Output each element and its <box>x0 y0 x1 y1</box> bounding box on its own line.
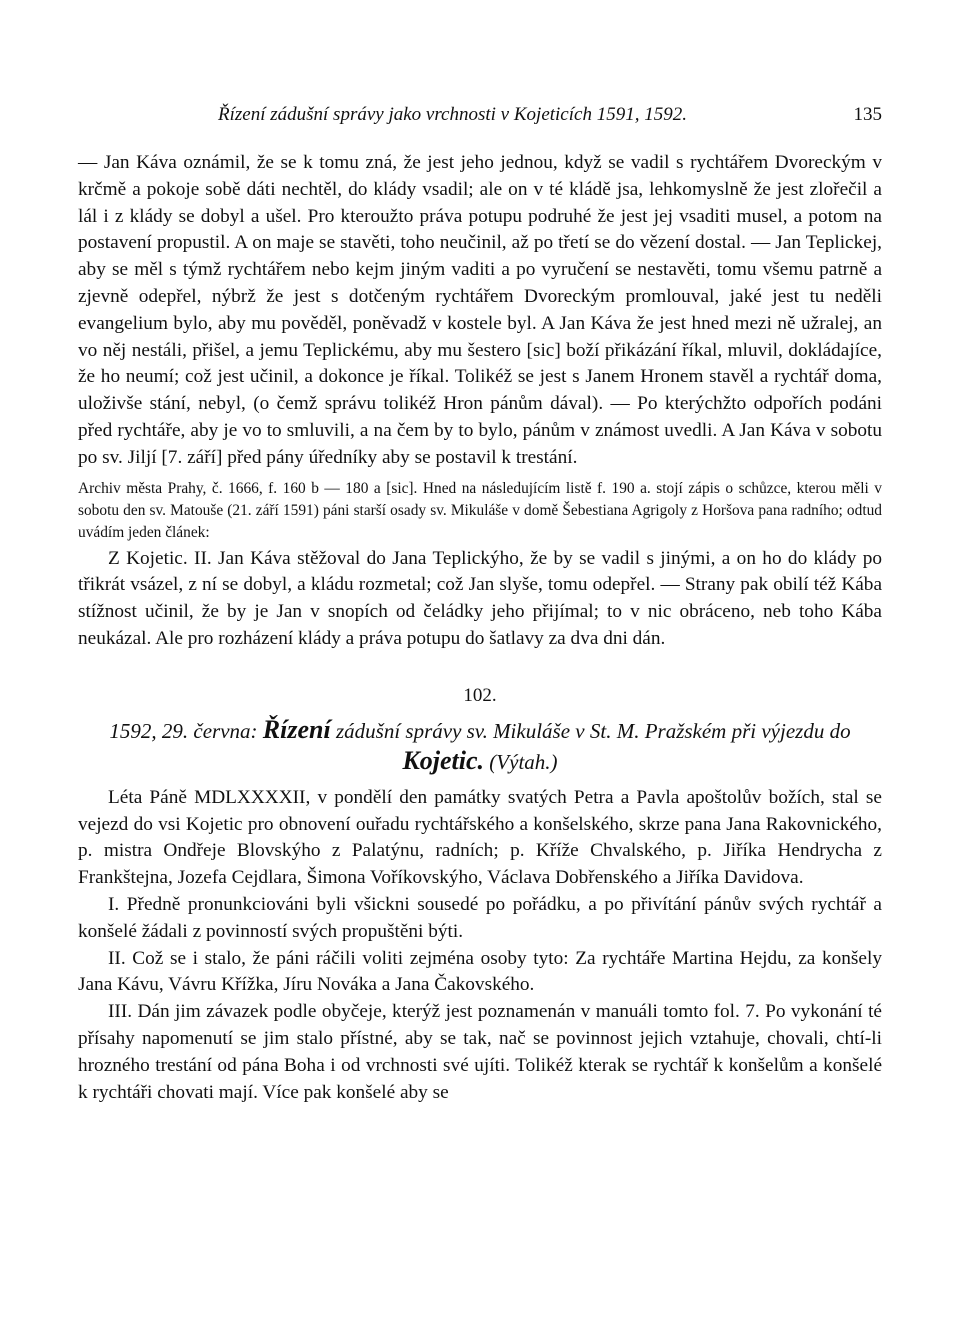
document-item-3: III. Dán jim závazek podle obyčeje, kterýž jest poznamenán v manuáli tomto fol. 7. Po vykonání té přísahy napomenutí se jim stalo přístné, aby se tak, nač se povinnost jejich vztahuje, chovali, chtí-li hrozného trestání od pána Boha i od vrchnosti své ujíti. Tolikéž kterak se rychtář k konšelům a konšelé k rychtáři chovati mají. Více pak konšelé aby se <box>78 1001 882 1103</box>
page-body <box>78 150 882 1106</box>
paragraph-testimony: — Jan Káva oznámil, že se k tomu zná, že jest jeho jednou, když se vadil s rychtářem Dvoreckým v krčmě a pokoje sobě dáti nechtěl, do klády vsadil; ale on v té kládě jsa, lehkomyslně že jest zlořečil a lál i z klády se dobyl a ušel. Pro kteroužto práva potupu podruhé že jest jej vsaditi musel, a potom na postavení propustil. A on maje se stavěti, toho neučinil, až po třetí se do vězení dostal. — Jan Teplickej, aby se měl s týmž rychtářem nebo kejm jiným vaditi a po vyručení se nestavěti, tomu všemu patrně a zjevně odepřel, nýbrž že jest s dotčeným rychtářem Dvoreckým promlouval, jaké jest tu neděli evangelium bylo, aby mu pověděl, poněvadž v kostele byl. A Jan Káva že jest hned mezi ně užralej, an vo něj nestáli, přišel, a jemu Teplickému, aby mu šestero [sic] boží přikázání říkal, mluvil, dokládajíce, že ho neumí; což jest učinil, a dokonce je říkal. Tolikéž se jest s Janem Hronem stavěl a rychtář doma, uloživše stání, nebyl, (o čemž správu tolikéž Hron pánům dával). — Po kterýchžto odpořích podáni před rychtáře, aby je vo to smluvili, a na čem by to bylo, pánům v známost uvedli. A Jan Káva v sobotu po sv. Jiljí [7. září] před pány úředníky aby se postavil k trestání. <box>78 152 882 468</box>
document-text <box>78 785 882 1107</box>
document-title <box>78 715 882 777</box>
archive-note: Archiv města Prahy, č. 1666, f. 160 b — 180 a [sic]. Hned na následujícím listě f. 190 a. stojí zápis o schůzce, kterou měli v sobotu den sv. Matouše (21. září 1591) páni starší osady sv. Mikuláše v domě Šebestiana Agrigoly z Horšova pana radního; odtud uvádím jeden článek: <box>78 479 882 541</box>
document-intro: Léta Páně MDLXXXXII, v pondělí den památky svatých Petra a Pavla apoštolův božích, stal se vejezd do vsi Kojetic pro obnovení ouřadu rychtářského a konšelského, skrze pana Jana Rakovnického, p. mistra Ondřeje Blovskýho z Palatýnu, radních; p. Kříže Chvalského, p. Jiříka Hendrycha z Frankštejna, Jozefa Cejdlara, Šimona Voříkovskýho, Václava Dobřenského a Jiříka Davidova. <box>78 786 882 889</box>
title-date: 1592, 29. června: <box>109 718 263 743</box>
document-number: 102. <box>463 684 497 706</box>
document-item-1: I. Předně pronunkciováni byli všickni sousedé po pořádku, a po přivítání pánův svých rychtář a konšelé žádali z povinností svých propuštěni býti. <box>78 893 882 942</box>
running-title: Řízení zádušní správy jako vrchnosti v Kojeticích 1591, 1592. <box>218 104 687 125</box>
title-keyword-1: Řízení <box>262 714 331 744</box>
paragraph-quote: Z Kojetic. II. Jan Káva stěžoval do Jana Teplickýho, že by se vadil s jinými, a on ho do klády po třikrát vsázel, z ní se dobyl, a kládu rozmetal; což Jan slyše, tomu odepřel. — Strany pak obilí též Kába stížnost učinil, že by je Jan v snopích od čeládky jeho přijímal; to v nic obráceno, neb toho Kába neukázal. Ale pro rozházení klády a práva potupu do šatlavy za dva dni dán. <box>78 547 882 649</box>
title-middle: zádušní správy sv. Mikuláše v St. M. Pražském při výjezdu do <box>330 718 851 743</box>
document-item-2: II. Což se i stalo, že páni ráčili voliti zejména osoby tyto: Za rychtáře Martina Hejdu, za konšely Jana Kávu, Vávru Křížka, Jíru Nováka a Jana Čakovského. <box>78 947 882 996</box>
title-keyword-2: Kojetic. <box>402 745 485 775</box>
page-header <box>78 104 882 132</box>
title-suffix: (Výtah.) <box>484 749 558 774</box>
page-number: 135 <box>853 104 882 125</box>
